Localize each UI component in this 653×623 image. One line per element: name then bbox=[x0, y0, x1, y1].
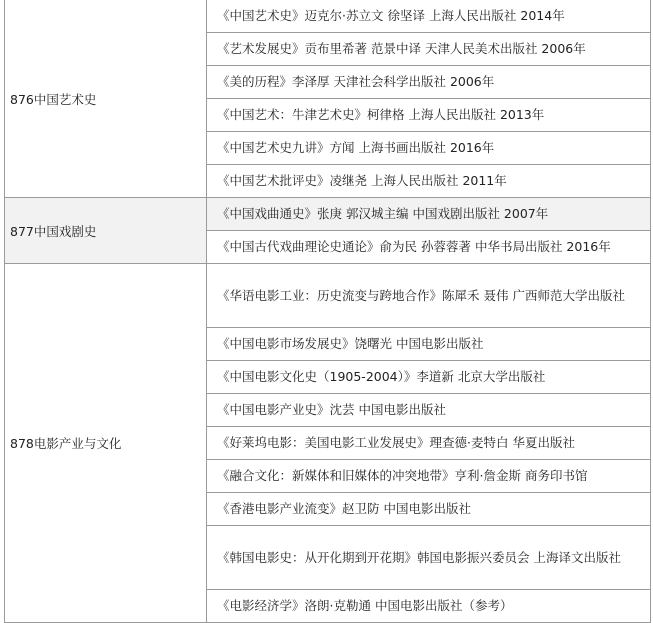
book-entry: 《中国电影产业史》沈芸 中国电影出版社 bbox=[207, 394, 651, 427]
book-entry: 《中国艺术史》迈克尔·苏立文 徐坚译 上海人民出版社 2014年 bbox=[207, 0, 651, 33]
book-entry: 《韩国电影史：从开化期到开花期》韩国电影振兴委员会 上海译文出版社 bbox=[207, 526, 651, 590]
book-entry: 《中国电影文化史（1905-2004）》李道新 北京大学出版社 bbox=[207, 361, 651, 394]
subject-cell: 876中国艺术史 bbox=[5, 0, 207, 198]
subject-cell: 878电影产业与文化 bbox=[5, 264, 207, 623]
book-entry: 《香港电影产业流变》赵卫防 中国电影出版社 bbox=[207, 493, 651, 526]
book-entry: 《中国艺术史九讲》方闻 上海书画出版社 2016年 bbox=[207, 132, 651, 165]
book-entry: 《艺术发展史》贡布里希著 范景中译 天津人民美术出版社 2006年 bbox=[207, 33, 651, 66]
book-entry: 《电影经济学》洛朗·克勒通 中国电影出版社（参考） bbox=[207, 590, 651, 623]
table-row bbox=[5, 198, 651, 231]
book-entry: 《华语电影工业：历史流变与跨地合作》陈犀禾 聂伟 广西师范大学出版社 bbox=[207, 264, 651, 328]
table-row bbox=[5, 0, 651, 33]
book-entry: 《中国电影市场发展史》饶曙光 中国电影出版社 bbox=[207, 328, 651, 361]
subject-cell: 877中国戏剧史 bbox=[5, 198, 207, 264]
book-entry: 《中国艺术：牛津艺术史》柯律格 上海人民出版社 2013年 bbox=[207, 99, 651, 132]
book-entry: 《中国戏曲通史》张庚 郭汉城主编 中国戏剧出版社 2007年 bbox=[207, 198, 651, 231]
book-list-table bbox=[4, 0, 651, 623]
book-entry: 《中国艺术批评史》凌继尧 上海人民出版社 2011年 bbox=[207, 165, 651, 198]
table-row bbox=[5, 264, 651, 328]
book-entry: 《美的历程》李泽厚 天津社会科学出版社 2006年 bbox=[207, 66, 651, 99]
book-entry: 《融合文化：新媒体和旧媒体的冲突地带》亨利·詹金斯 商务印书馆 bbox=[207, 460, 651, 493]
book-entry: 《好莱坞电影：美国电影工业发展史》理查德·麦特白 华夏出版社 bbox=[207, 427, 651, 460]
book-entry: 《中国古代戏曲理论史通论》俞为民 孙蓉蓉著 中华书局出版社 2016年 bbox=[207, 231, 651, 264]
